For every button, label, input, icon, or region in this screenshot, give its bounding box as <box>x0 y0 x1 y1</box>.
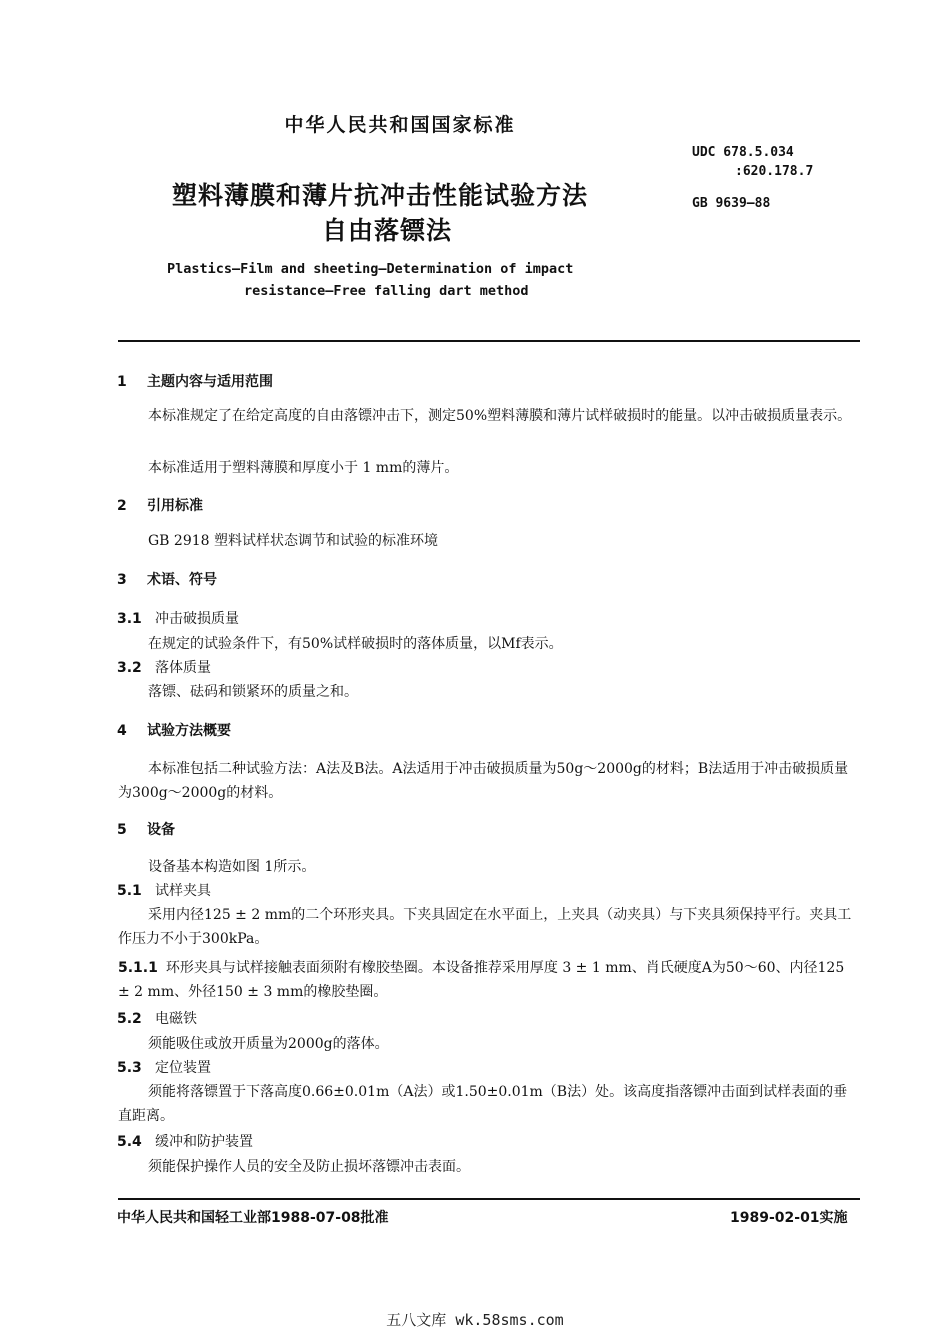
subsection-title: 冲击破损质量 <box>155 611 239 627</box>
subsection-title: 定位装置 <box>155 1060 211 1076</box>
subsection-number: 5.3 <box>117 1060 142 1076</box>
subsection-5-4-text: 须能保护操作人员的安全及防止损坏落镖冲击表面。 <box>148 1159 470 1175</box>
section-4-heading <box>117 720 231 740</box>
subsection-5-1-1-text: 环形夹具与试样接触表面须附有橡胶垫圈。本设备推荐采用厚度 3 ± 1 mm、肖氏硬度A为50～60、内径125 ± 2 mm、外径150 ± 3 mm的橡胶垫圈。 <box>118 960 845 1000</box>
header-divider <box>118 340 860 342</box>
approval-line: 中华人民共和国轻工业部1988-07-08批准 <box>117 1210 389 1226</box>
subsection-3-1-heading <box>117 608 239 628</box>
udc-code-line2: :620.178.7 <box>735 164 814 179</box>
subsection-5-2-text: 须能吸住或放开质量为2000g的落体。 <box>148 1036 389 1052</box>
section-number: 4 <box>117 723 127 739</box>
section-title: 设备 <box>147 822 175 838</box>
subsection-number: 5.4 <box>117 1134 142 1150</box>
national-standard-heading: 中华人民共和国国家标准 <box>284 114 516 136</box>
subsection-title: 缓冲和防护装置 <box>155 1134 253 1150</box>
section-3-heading <box>117 569 217 589</box>
subsection-number: 3.2 <box>117 660 142 676</box>
section-1-heading <box>117 371 273 391</box>
section-number: 3 <box>117 572 127 588</box>
section-title: 主题内容与适用范围 <box>147 374 273 390</box>
title-cn-line1: 塑料薄膜和薄片抗冲击性能试验方法 <box>172 181 589 210</box>
section-1-paragraph-1: 本标准规定了在给定高度的自由落镖冲击下，测定50%塑料薄膜和薄片试样破损时的能量。以冲击破损质量表示。 <box>148 408 852 424</box>
subsection-5-3-text: 须能将落镖置于下落高度0.66±0.01m（A法）或1.50±0.01m（B法）处。该高度指落镖冲击面到试样表面的垂直距离。 <box>118 1084 848 1124</box>
subsection-5-2-heading <box>117 1008 197 1028</box>
effective-date: 1989-02-01实施 <box>730 1210 848 1226</box>
subsection-number: 5.1.1 <box>118 960 158 976</box>
watermark-text: 五八文库 wk.58sms.com <box>386 1311 564 1329</box>
title-en-line2: resistance—Free falling dart method <box>244 283 529 299</box>
section-5-paragraph: 设备基本构造如图 1所示。 <box>148 859 316 875</box>
section-1-paragraph-2: 本标准适用于塑料薄膜和厚度小于 1 mm的薄片。 <box>148 460 459 476</box>
subsection-number: 5.2 <box>117 1011 142 1027</box>
subsection-title: 试样夹具 <box>155 883 211 899</box>
section-number: 2 <box>117 498 127 514</box>
section-title: 术语、符号 <box>147 572 217 588</box>
subsection-title: 落体质量 <box>155 660 211 676</box>
section-number: 1 <box>117 374 127 390</box>
title-en-line1: Plastics—Film and sheeting—Determination of impact <box>167 261 574 277</box>
udc-code-line1: UDC 678.5.034 <box>692 145 794 160</box>
subsection-3-2-heading <box>117 657 211 677</box>
subsection-3-1-text: 在规定的试验条件下，有50%试样破损时的落体质量，以Mf表示。 <box>148 636 563 652</box>
section-title: 引用标准 <box>147 498 203 514</box>
section-4-paragraph: 本标准包括二种试验方法：A法及B法。A法适用于冲击破损质量为50g～2000g的材料；B法适用于冲击破损质量为300g～2000g的材料。 <box>118 761 849 801</box>
subsection-number: 5.1 <box>117 883 142 899</box>
section-title: 试验方法概要 <box>147 723 231 739</box>
section-2-heading <box>117 495 203 515</box>
subsection-5-1-text: 采用内径125 ± 2 mm的二个环形夹具。下夹具固定在水平面上，上夹具（动夹具）与下夹具须保持平行。夹具工作压力不小于300kPa。 <box>118 907 852 947</box>
subsection-5-1-heading <box>117 880 211 900</box>
subsection-5-1-1-block <box>118 956 860 1004</box>
section-2-paragraph: GB 2918 塑料试样状态调节和试验的标准环境 <box>148 533 438 549</box>
section-number: 5 <box>117 822 127 838</box>
subsection-number: 3.1 <box>117 611 142 627</box>
footer-divider <box>118 1198 860 1200</box>
subsection-5-3-heading <box>117 1057 211 1077</box>
subsection-3-2-text: 落镖、砝码和锁紧环的质量之和。 <box>148 684 358 700</box>
subsection-5-4-heading <box>117 1131 253 1151</box>
title-cn-line2: 自由落镖法 <box>322 216 453 245</box>
section-5-heading <box>117 819 175 839</box>
gb-code: GB 9639—88 <box>692 196 771 211</box>
subsection-title: 电磁铁 <box>155 1011 197 1027</box>
